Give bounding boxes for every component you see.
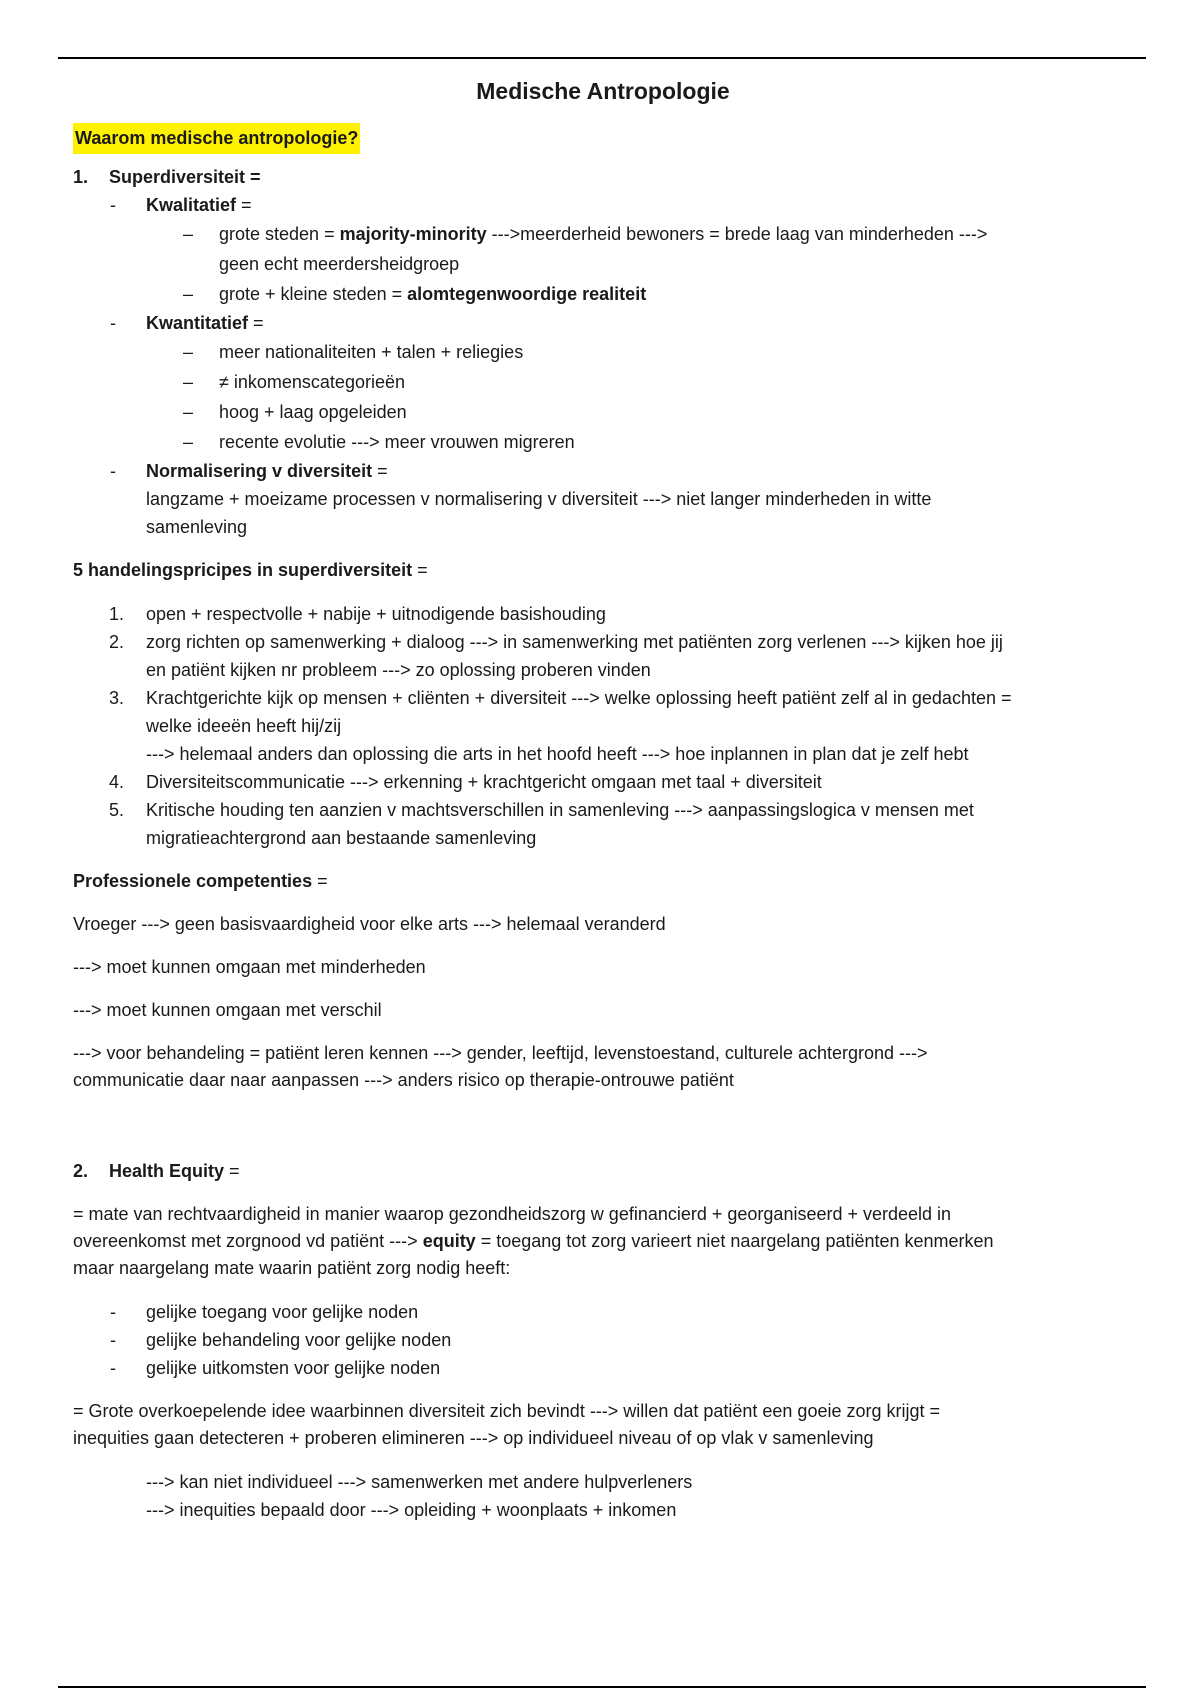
principle-item: 1. open + respectvolle + nabije + uitnodigende basishouding xyxy=(109,604,606,624)
paragraph: Vroeger ---> geen basisvaardigheid voor elke arts ---> helemaal veranderd xyxy=(73,914,666,934)
principle-item: 5. Kritische houding ten aanzien v machtsverschillen in samenleving ---> aanpassingslogica v mensen met migratieachtergrond aan bestaande samenleving xyxy=(109,800,974,848)
arrow-line: ---> inequities bepaald door ---> opleiding + woonplaats + inkomen xyxy=(146,1500,677,1520)
paragraph: = Grote overkoepelende idee waarbinnen diversiteit zich bevindt ---> willen dat patiënt een goeie zorg krijgt = inequities gaan detecteren + proberen elimineren ---> op individueel niveau of op vlak v samenleving xyxy=(73,1401,941,1448)
kwalitatief-item: - Kwalitatief = xyxy=(110,195,252,215)
page-title: Medische Antropologie xyxy=(476,78,730,104)
paragraph: ---> moet kunnen omgaan met minderheden xyxy=(73,957,426,977)
section-1-heading: 1. Superdiversiteit = xyxy=(73,167,261,187)
highlighted-heading: Waarom medische antropologie? xyxy=(73,123,360,154)
principle-item: 2. zorg richten op samenwerking + dialoog ---> in samenwerking met patiënten zorg verlenen ---> kijken hoe jij en patiënt kijken nr probleem ---> zo oplossing proberen vinden xyxy=(109,632,1003,680)
section-2-heading: 2. Health Equity = xyxy=(73,1161,240,1181)
document-page xyxy=(73,72,1133,1524)
health-equity-definition: = mate van rechtvaardigheid in manier waarop gezondheidszorg w gefinancierd + georganiseerd + verdeeld in overeenkomst met zorgnood vd patiënt ---> equity = toegang tot zorg varieert niet naargelang patiënten kenmerken maar naargelang mate waarin patiënt zorg nodig heeft: xyxy=(73,1204,994,1278)
list-item: - gelijke toegang voor gelijke noden xyxy=(110,1302,419,1322)
paragraph: ---> voor behandeling = patiënt leren kennen ---> gender, leeftijd, levenstoestand, culturele achtergrond ---> communicatie daar naar aanpassen ---> anders risico op therapie-ontrouwe patiënt xyxy=(73,1043,928,1090)
normalisering-text: langzame + moeizame processen v normalisering v diversiteit ---> niet langer minderheden in witte samenleving xyxy=(146,489,932,537)
competenties-heading: Professionele competenties = xyxy=(73,871,328,891)
principles-heading: 5 handelingspricipes in superdiversiteit = xyxy=(73,560,428,580)
list-item: – recente evolutie ---> meer vrouwen migreren xyxy=(183,432,575,452)
principle-item: 4. Diversiteitscommunicatie ---> erkenning + krachtgericht omgaan met taal + diversiteit xyxy=(109,772,822,792)
principle-item: 3. Krachtgerichte kijk op mensen + cliënten + diversiteit ---> welke oplossing heeft patiënt zelf al in gedachten = welke ideeën heeft hij/zij ---> helemaal anders dan oplossing die arts in het hoofd heeft ---> hoe inplannen in plan dat je zelf hebt xyxy=(109,688,1012,764)
kwantitatief-item: - Kwantitatief = xyxy=(110,313,264,333)
arrow-line: ---> kan niet individueel ---> samenwerken met andere hulpverleners xyxy=(146,1472,693,1492)
list-item: - gelijke behandeling voor gelijke noden xyxy=(110,1330,452,1350)
list-item: – hoog + laag opgeleiden xyxy=(183,402,407,422)
paragraph: ---> moet kunnen omgaan met verschil xyxy=(73,1000,382,1020)
normalisering-item: - Normalisering v diversiteit = xyxy=(110,461,388,481)
bottom-rule xyxy=(58,1686,1146,1688)
list-item: – grote + kleine steden = alomtegenwoordige realiteit xyxy=(183,284,647,304)
list-item: – grote steden = majority-minority --->meerderheid bewoners = brede laag van minderheden ---> geen echt meerdersheidgroep xyxy=(183,224,988,274)
list-item: – ≠ inkomenscategorieën xyxy=(183,372,405,392)
top-rule xyxy=(58,57,1146,59)
list-item: – meer nationaliteiten + talen + reliegies xyxy=(183,342,524,362)
list-item: - gelijke uitkomsten voor gelijke noden xyxy=(110,1358,441,1378)
